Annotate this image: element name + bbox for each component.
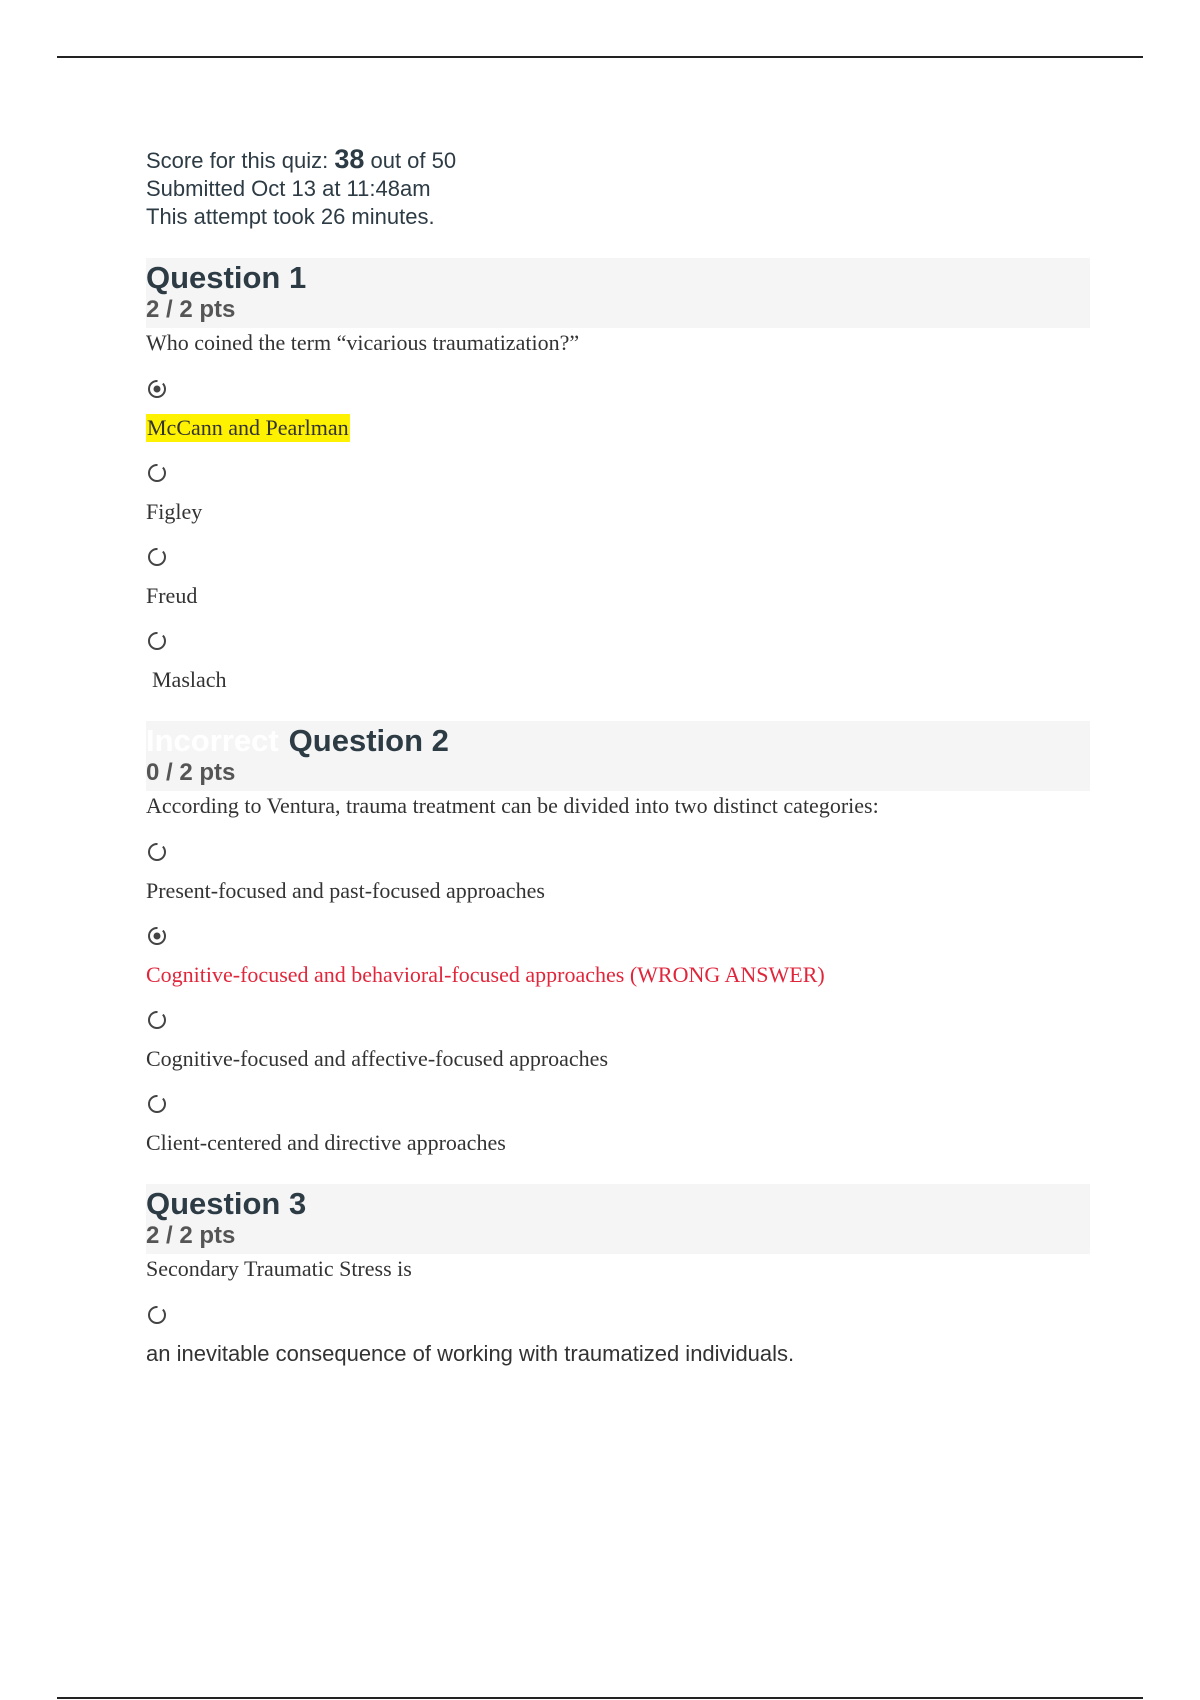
answer-label: Cognitive-focused and affective-focused approaches (146, 1046, 609, 1071)
answer-label: McCann and Pearlman (147, 415, 349, 440)
question-text: Who coined the term “vicarious traumatization?” (146, 330, 580, 355)
bottom-rule (57, 1697, 1143, 1699)
answer-option (146, 1093, 1090, 1157)
radio-icon[interactable] (146, 630, 168, 652)
radio-icon[interactable] (146, 841, 168, 863)
question-points: 2 / 2 pts (146, 1222, 236, 1249)
question-title-text: Question 2 (288, 723, 449, 758)
answer-option (146, 841, 1090, 905)
score-prefix: Score for this quiz: (146, 148, 329, 173)
incorrect-badge: Incorrect (146, 723, 279, 758)
radio-selected-icon[interactable] (146, 378, 168, 400)
question-points: 0 / 2 pts (146, 759, 236, 786)
radio-icon[interactable] (146, 1009, 168, 1031)
answer-option (146, 378, 1090, 442)
quiz-meta (146, 145, 1090, 231)
answer-label: Figley (146, 499, 203, 524)
radio-icon[interactable] (146, 1304, 168, 1326)
question-2 (146, 721, 1090, 1157)
answer-option (146, 1304, 1090, 1368)
answer-label-wrong: Cognitive-focused and behavioral-focused approaches (WRONG ANSWER) (146, 962, 825, 987)
quiz-results (146, 145, 1090, 1368)
submitted-line: Submitted Oct 13 at 11:48am (146, 176, 431, 201)
question-points: 2 / 2 pts (146, 296, 236, 323)
radio-icon[interactable] (146, 546, 168, 568)
radio-icon[interactable] (146, 1093, 168, 1115)
score-line (146, 145, 1090, 175)
question-header (146, 1184, 1090, 1254)
answer-label: Present-focused and past-focused approaches (146, 878, 545, 903)
question-header (146, 258, 1090, 328)
answer-label: Freud (146, 583, 198, 608)
answer-label: Maslach (152, 667, 227, 692)
question-text: According to Ventura, trauma treatment can be divided into two distinct categories: (146, 793, 879, 818)
question-text: Secondary Traumatic Stress is (146, 1256, 412, 1281)
top-rule (57, 56, 1143, 58)
answer-option (146, 462, 1090, 526)
score-suffix: out of 50 (370, 148, 457, 173)
question-title: Question 1 (146, 260, 307, 295)
answer-label: an inevitable consequence of working with traumatized individuals. (146, 1341, 795, 1366)
duration-line: This attempt took 26 minutes. (146, 204, 435, 229)
score-value: 38 (334, 144, 365, 174)
question-header (146, 721, 1090, 791)
answer-option (146, 925, 1090, 989)
answer-option (146, 546, 1090, 610)
answer-option (146, 1009, 1090, 1073)
answer-option (146, 630, 1090, 694)
question-3 (146, 1184, 1090, 1368)
radio-icon[interactable] (146, 462, 168, 484)
answer-label: Client-centered and directive approaches (146, 1130, 506, 1155)
question-title: Question 3 (146, 1186, 307, 1221)
question-title (146, 723, 1090, 759)
radio-selected-icon[interactable] (146, 925, 168, 947)
question-1 (146, 258, 1090, 694)
